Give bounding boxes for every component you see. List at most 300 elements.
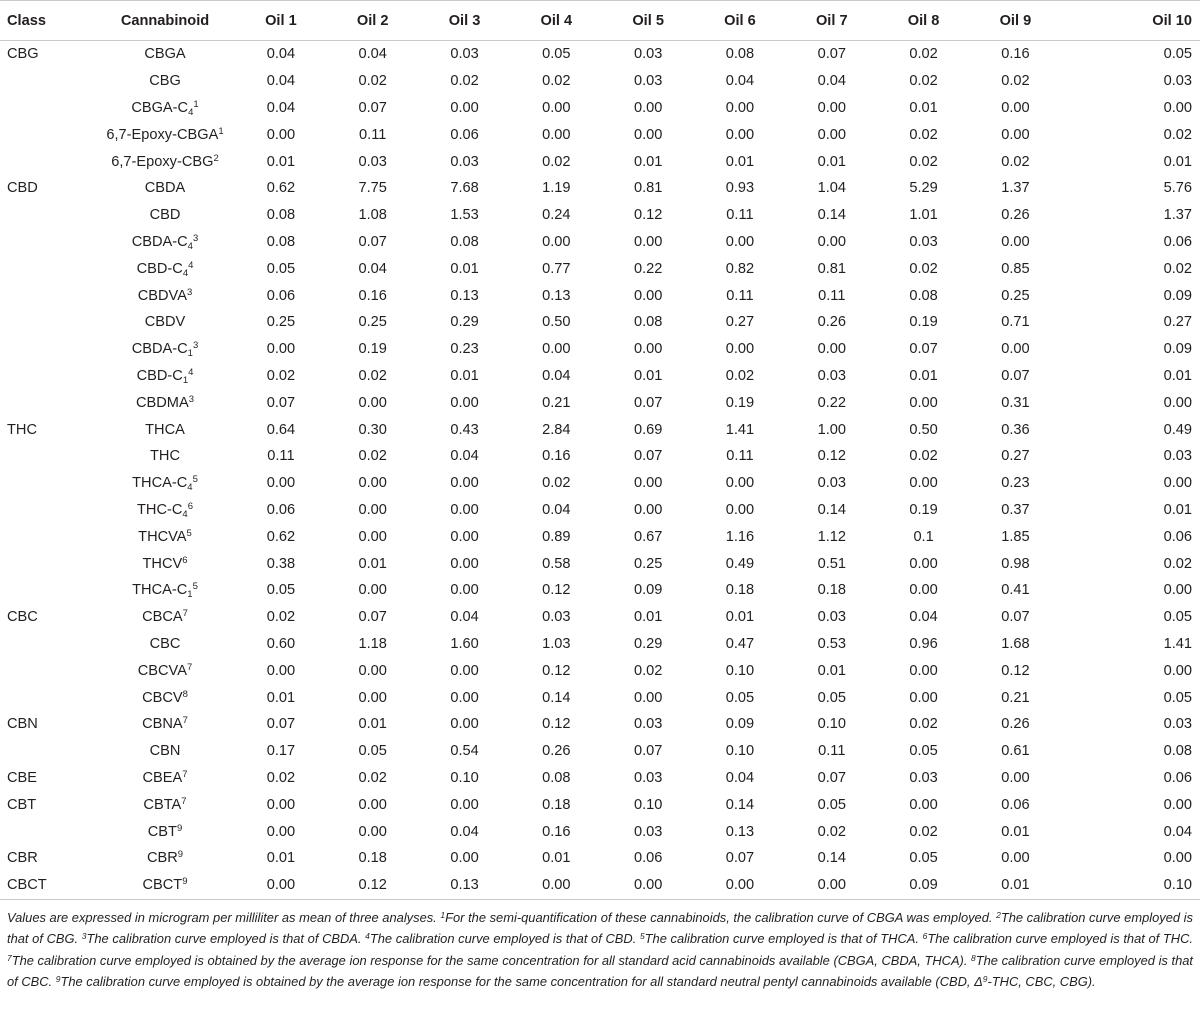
value-cell: 1.12: [817, 528, 846, 545]
value-cell: 0.25: [633, 555, 663, 572]
value-cell: 0.00: [1163, 475, 1192, 492]
value-cell: 0.04: [542, 367, 571, 384]
value-cell: 0.01: [817, 662, 846, 679]
value-cell: 0.02: [909, 448, 938, 465]
cannabinoid-cell: [95, 765, 235, 792]
cannabinoid-name: THCA-C: [132, 582, 188, 599]
value-cell: 0.01: [542, 850, 571, 867]
table-row: [0, 657, 1200, 684]
value-cell: 0.00: [266, 126, 296, 143]
value-cell: 0.00: [1163, 796, 1192, 813]
value-cell: 0.00: [1163, 394, 1192, 411]
table-row: [0, 497, 1200, 524]
footnote-number: 7: [7, 952, 12, 963]
table-row: [0, 604, 1200, 631]
value-cell: 0.06: [633, 850, 663, 867]
value-cell: 0.02: [266, 609, 296, 626]
value-cell: 0.00: [450, 99, 479, 116]
value-cell: 0.08: [1163, 743, 1192, 760]
value-cell: 0.00: [358, 394, 387, 411]
value-cell: 0.06: [1163, 233, 1192, 250]
cannabinoid-name: 6,7-Epoxy-CBGA: [106, 126, 219, 143]
value-cell: 0.00: [450, 850, 479, 867]
class-cell: [0, 818, 95, 845]
chain-subscript: 4: [182, 267, 189, 279]
value-cell: 0.00: [694, 872, 786, 899]
footnote-marker: 4: [188, 259, 194, 271]
value-cell: 0.05: [542, 46, 571, 63]
cannabinoid-cell: [95, 255, 235, 282]
class-cell: [0, 684, 95, 711]
value-cell: 0.07: [725, 850, 755, 867]
footnote-marker: 3: [192, 232, 199, 244]
value-cell: 0.00: [725, 501, 755, 518]
value-cell: 0.01: [633, 153, 663, 170]
cannabinoid-name: CBDVA: [137, 287, 187, 304]
value-cell: 0.12: [542, 582, 571, 599]
value-cell: 0.00: [633, 99, 663, 116]
value-cell: 0.93: [725, 180, 755, 197]
value-cell: 0.00: [450, 528, 479, 545]
value-cell: 0.02: [266, 367, 296, 384]
value-cell: 0.00: [450, 796, 479, 813]
value-cell: 0.26: [1001, 207, 1030, 224]
value-cell: 0.14: [817, 207, 846, 224]
class-cell: [0, 738, 95, 765]
value-cell: 0.00: [725, 475, 755, 492]
footnote-text: -THC, CBC, CBG).: [987, 973, 1096, 989]
table-row: [0, 791, 1200, 818]
value-cell: 0.10: [817, 716, 846, 733]
value-cell: 1.19: [542, 180, 571, 197]
table-row: [0, 148, 1200, 175]
value-cell: 0.00: [725, 341, 755, 358]
footnote-marker: 3: [192, 340, 199, 352]
table-row: [0, 255, 1200, 282]
value-cell: 0.03: [909, 233, 938, 250]
value-cell: 0.09: [725, 716, 755, 733]
footnote-text: The calibration curve employed is obtained by the average ion response for the same concentration for all standard acid cannabinoids available (CBGA, CBDA, THCA).: [11, 952, 972, 968]
value-cell: 0.04: [1163, 823, 1192, 840]
class-cell: [0, 121, 95, 148]
footnote-number: 3: [81, 931, 87, 942]
class-cell: [0, 148, 95, 175]
header-cell: Oil 10: [1061, 1, 1200, 41]
value-cell: 0.02: [358, 769, 387, 786]
value-cell: 0.00: [266, 823, 296, 840]
table-row: [0, 711, 1200, 738]
cannabinoid-name: 6,7-Epoxy-CBG: [111, 153, 214, 170]
value-cell: 0.00: [358, 582, 387, 599]
value-cell: 0.26: [1001, 716, 1030, 733]
footnote-marker: 7: [186, 661, 193, 673]
value-cell: 0.64: [266, 421, 296, 438]
value-cell: 0.07: [817, 769, 846, 786]
value-cell: 0.25: [266, 314, 296, 331]
value-cell: 0.03: [817, 475, 846, 492]
value-cell: 0.08: [450, 233, 479, 250]
value-cell: 0.00: [450, 662, 479, 679]
footnote-marker: 2: [213, 152, 219, 164]
value-cell: 0.16: [358, 287, 387, 304]
value-cell: 1.18: [358, 635, 387, 652]
value-cell: 0.12: [542, 716, 571, 733]
value-cell: 0.18: [817, 582, 846, 599]
value-cell: 0.51: [817, 555, 846, 572]
value-cell: 0.19: [725, 394, 755, 411]
cannabinoid-name: THCA: [145, 421, 185, 438]
value-cell: 0.02: [909, 823, 938, 840]
value-cell: 0.71: [1001, 314, 1030, 331]
value-cell: 0.49: [725, 555, 755, 572]
cannabinoid-cell: [95, 389, 235, 416]
value-cell: 0.01: [633, 609, 663, 626]
cannabinoid-cell: [95, 738, 235, 765]
table-row: [0, 523, 1200, 550]
cannabinoid-cell: [95, 872, 235, 899]
value-cell: 0.00: [450, 501, 479, 518]
value-cell: 0.62: [266, 528, 296, 545]
value-cell: 0.04: [542, 501, 571, 518]
table-row: [0, 765, 1200, 792]
footnote-marker: 7: [181, 795, 187, 807]
footnote-number: 2: [996, 910, 1001, 920]
cannabinoid-name: CBCA: [142, 609, 183, 626]
class-cell: [0, 95, 95, 122]
value-cell: 0.61: [1001, 743, 1030, 760]
header-cell: Oil 3: [419, 1, 511, 41]
class-cell: [0, 202, 95, 229]
value-cell: 0.03: [817, 609, 846, 626]
value-cell: 0.12: [633, 207, 663, 224]
value-cell: 0.60: [266, 635, 296, 652]
footnote-marker: 5: [186, 527, 192, 539]
value-cell: 0.18: [725, 582, 755, 599]
value-cell: 0.69: [633, 421, 663, 438]
value-cell: 0.67: [633, 528, 663, 545]
value-cell: 0.16: [542, 823, 571, 840]
value-cell: 0.07: [1001, 367, 1030, 384]
table-row: [0, 577, 1200, 604]
header-cell: Oil 8: [878, 1, 970, 41]
value-cell: 0.01: [633, 367, 663, 384]
value-cell: 0.77: [542, 260, 571, 277]
table-body: [0, 41, 1200, 900]
table-row: [0, 550, 1200, 577]
cannabinoid-cell: [95, 175, 235, 202]
value-cell: 0.58: [542, 555, 571, 572]
value-cell: 0.02: [909, 46, 938, 63]
value-cell: 0.05: [1163, 689, 1192, 706]
value-cell: 0.26: [542, 743, 571, 760]
value-cell: 0.49: [1163, 421, 1192, 438]
value-cell: 0.07: [909, 341, 938, 358]
value-cell: 0.07: [1001, 609, 1030, 626]
value-cell: 0.00: [909, 555, 938, 572]
header-cell: Cannabinoid: [95, 1, 235, 41]
value-cell: 0.22: [817, 394, 846, 411]
value-cell: 0.23: [450, 341, 479, 358]
chain-subscript: 1: [187, 589, 193, 601]
value-cell: 0.07: [633, 743, 663, 760]
value-cell: 0.01: [1163, 367, 1192, 384]
value-cell: 0.05: [1163, 46, 1192, 63]
class-cell: [0, 470, 95, 497]
value-cell: 1.04: [817, 180, 846, 197]
cannabinoid-name: CBDA: [144, 180, 186, 197]
class-cell: [0, 497, 95, 524]
value-cell: 0.07: [633, 394, 663, 411]
cannabinoid-cell: [95, 416, 235, 443]
value-cell: 0.02: [358, 73, 387, 90]
value-cell: 0.38: [266, 555, 296, 572]
class-cell: [0, 309, 95, 336]
footnote-text: The calibration curve employed is that of CBD.: [369, 931, 640, 947]
value-cell: 0.00: [358, 662, 387, 679]
value-cell: 0.17: [266, 743, 296, 760]
value-cell: 0.04: [266, 73, 296, 90]
table-row: [0, 336, 1200, 363]
value-cell: 0.02: [909, 126, 938, 143]
footnote-text: The calibration curve employed is obtained by the average ion response for the same concentration for all standard neutral pentyl cannabinoids available (CBD, Δ: [60, 973, 983, 989]
value-cell: 0.27: [1001, 448, 1030, 465]
value-cell: 0.04: [450, 823, 479, 840]
table-row: [0, 631, 1200, 658]
value-cell: 0.00: [725, 126, 755, 143]
value-cell: 1.08: [358, 207, 387, 224]
class-cell: [0, 68, 95, 95]
header-cell: Class: [0, 1, 95, 41]
value-cell: 0.03: [633, 73, 663, 90]
table-row: [0, 282, 1200, 309]
value-cell: 0.00: [450, 394, 479, 411]
value-cell: 0.00: [633, 287, 663, 304]
value-cell: 0.16: [1001, 46, 1030, 63]
value-cell: 0.06: [450, 126, 479, 143]
value-cell: 0.01: [909, 367, 938, 384]
table-row: [0, 389, 1200, 416]
cannabinoid-name: THCVA: [138, 528, 187, 545]
value-cell: 0.11: [818, 287, 846, 304]
cannabinoid-cell: [95, 818, 235, 845]
class-cell: THC: [7, 421, 37, 438]
value-cell: 0.03: [633, 716, 663, 733]
value-cell: 0.08: [542, 769, 571, 786]
value-cell: 0.07: [358, 233, 387, 250]
value-cell: 0.22: [633, 260, 663, 277]
value-cell: 0.03: [633, 769, 663, 786]
value-cell: 0.09: [1163, 341, 1192, 358]
value-cell: 0.04: [358, 260, 387, 277]
cannabinoid-name: CBTA: [143, 796, 182, 813]
value-cell: 0.00: [1163, 99, 1192, 116]
footnote-text: The calibration curve employed is that of CBG.: [7, 910, 1193, 947]
value-cell: 0.02: [1163, 555, 1192, 572]
cannabinoid-cell: [95, 657, 235, 684]
value-cell: 0.00: [266, 475, 296, 492]
value-cell: 0.01: [450, 367, 479, 384]
footnote-marker: 9: [177, 849, 184, 861]
cannabinoid-cell: [95, 577, 235, 604]
cannabinoid-name: CBG: [149, 73, 181, 90]
value-cell: 0.00: [909, 475, 938, 492]
footnote-text: The calibration curve employed is that of THC.: [927, 931, 1193, 947]
value-cell: 0.00: [1001, 850, 1030, 867]
value-cell: 0.00: [1001, 233, 1030, 250]
value-cell: 0.11: [818, 743, 846, 760]
value-cell: 0.00: [909, 394, 938, 411]
footnote-number: 5: [639, 931, 645, 942]
value-cell: 0.11: [726, 287, 754, 304]
value-cell: 0.02: [542, 475, 571, 492]
value-cell: 0.00: [450, 716, 479, 733]
value-cell: 0.10: [725, 743, 755, 760]
value-cell: 1.01: [909, 207, 938, 224]
table-row: [0, 738, 1200, 765]
footnote-marker: 9: [182, 876, 188, 888]
value-cell: 0.08: [633, 314, 663, 331]
class-cell: CBN: [7, 716, 38, 733]
value-cell: 0.11: [726, 207, 754, 224]
value-cell: 0.02: [909, 73, 938, 90]
value-cell: 0.09: [633, 582, 663, 599]
cannabinoid-name: CBR: [146, 850, 178, 867]
cannabinoid-cell: [95, 68, 235, 95]
cannabinoid-cell: [95, 363, 235, 390]
value-cell: 1.60: [450, 635, 479, 652]
value-cell: 0.02: [909, 153, 938, 170]
class-cell: [0, 389, 95, 416]
value-cell: 0.36: [1001, 421, 1030, 438]
value-cell: 0.10: [633, 796, 663, 813]
value-cell: 0.14: [817, 850, 846, 867]
value-cell: 0.01: [725, 153, 755, 170]
footnote-marker: 1: [218, 125, 224, 137]
value-cell: 0.08: [266, 233, 296, 250]
cannabinoid-name: CBGA-C: [131, 99, 189, 116]
header-cell: Oil 6: [694, 1, 786, 41]
value-cell: 0.03: [450, 46, 479, 63]
cannabinoid-cell: [95, 550, 235, 577]
value-cell: 0.07: [266, 716, 296, 733]
value-cell: 0.07: [633, 448, 663, 465]
footnote-number: 9: [982, 973, 988, 984]
class-cell: CBR: [7, 850, 38, 867]
value-cell: 0.09: [878, 872, 970, 899]
footnote-number: 6: [922, 931, 928, 942]
value-cell: 0.02: [633, 662, 663, 679]
chain-subscript: 1: [182, 374, 189, 386]
value-cell: 0.06: [1163, 769, 1192, 786]
value-cell: 0.89: [542, 528, 571, 545]
value-cell: 0.30: [358, 421, 387, 438]
value-cell: 0.13: [419, 872, 511, 899]
value-cell: 0.05: [266, 260, 296, 277]
cannabinoid-name: CBEA: [142, 769, 183, 786]
table-footnote: [7, 907, 1193, 992]
value-cell: 0.00: [909, 662, 938, 679]
cannabinoid-cell: [95, 604, 235, 631]
value-cell: 0.01: [1163, 153, 1192, 170]
cannabinoid-cell: [95, 711, 235, 738]
value-cell: 0.12: [542, 662, 571, 679]
footnote-marker: 8: [182, 688, 188, 700]
value-cell: 1.85: [1001, 528, 1030, 545]
value-cell: 0.00: [909, 796, 938, 813]
cannabinoid-name: THC-C: [137, 501, 183, 518]
class-cell: CBG: [7, 46, 39, 63]
class-cell: [0, 577, 95, 604]
value-cell: 1.00: [817, 421, 846, 438]
table-row: [0, 684, 1200, 711]
value-cell: 0.00: [542, 99, 571, 116]
cannabinoid-name: THCA-C: [132, 475, 188, 492]
value-cell: 0.00: [358, 796, 387, 813]
cannabinoid-name: CBD: [149, 207, 181, 224]
footnote-marker: 6: [182, 554, 188, 566]
table-row: [0, 416, 1200, 443]
value-cell: 0.01: [1163, 501, 1192, 518]
class-cell: CBE: [7, 769, 38, 786]
cannabinoid-name: CBGA: [144, 46, 186, 63]
value-cell: 0.00: [817, 126, 846, 143]
class-cell: [0, 363, 95, 390]
value-cell: 0.05: [909, 850, 938, 867]
value-cell: 7.68: [450, 180, 479, 197]
value-cell: 0.04: [725, 73, 755, 90]
value-cell: 0.98: [1001, 555, 1030, 572]
value-cell: 0.00: [542, 126, 571, 143]
value-cell: 0.37: [1001, 501, 1030, 518]
value-cell: 0.26: [817, 314, 846, 331]
value-cell: 0.29: [633, 635, 663, 652]
footnote-number: 8: [971, 952, 976, 963]
cannabinoid-cell: [95, 336, 235, 363]
value-cell: 0.00: [1001, 341, 1030, 358]
value-cell: 0.10: [725, 662, 755, 679]
value-cell: 0.04: [266, 99, 296, 116]
chain-subscript: 4: [187, 482, 193, 494]
value-cell: 0.54: [450, 743, 479, 760]
value-cell: 0.10: [1061, 872, 1200, 899]
value-cell: 1.37: [1001, 180, 1030, 197]
value-cell: 0.00: [358, 475, 387, 492]
value-cell: 0.01: [358, 716, 387, 733]
value-cell: 0.01: [725, 609, 755, 626]
cannabinoid-name: THC: [150, 448, 180, 465]
value-cell: 0.00: [266, 796, 296, 813]
value-cell: 0.07: [358, 609, 387, 626]
class-cell: CBC: [7, 609, 38, 626]
cannabinoid-cell: [95, 282, 235, 309]
value-cell: 0.04: [450, 609, 479, 626]
value-cell: 0.00: [817, 233, 846, 250]
header-cell: Oil 9: [970, 1, 1062, 41]
value-cell: 0.03: [358, 153, 387, 170]
value-cell: 0.50: [909, 421, 938, 438]
cannabinoid-cell: [95, 631, 235, 658]
cannabinoid-cell: [95, 121, 235, 148]
value-cell: 0.00: [633, 341, 663, 358]
value-cell: 0.02: [358, 367, 387, 384]
value-cell: 0.14: [542, 689, 571, 706]
class-cell: [0, 229, 95, 256]
value-cell: 0.85: [1001, 260, 1030, 277]
value-cell: 0.04: [450, 448, 479, 465]
value-cell: 0.00: [1001, 99, 1030, 116]
cannabinoid-cell: [95, 497, 235, 524]
cannabinoid-cell: [95, 791, 235, 818]
